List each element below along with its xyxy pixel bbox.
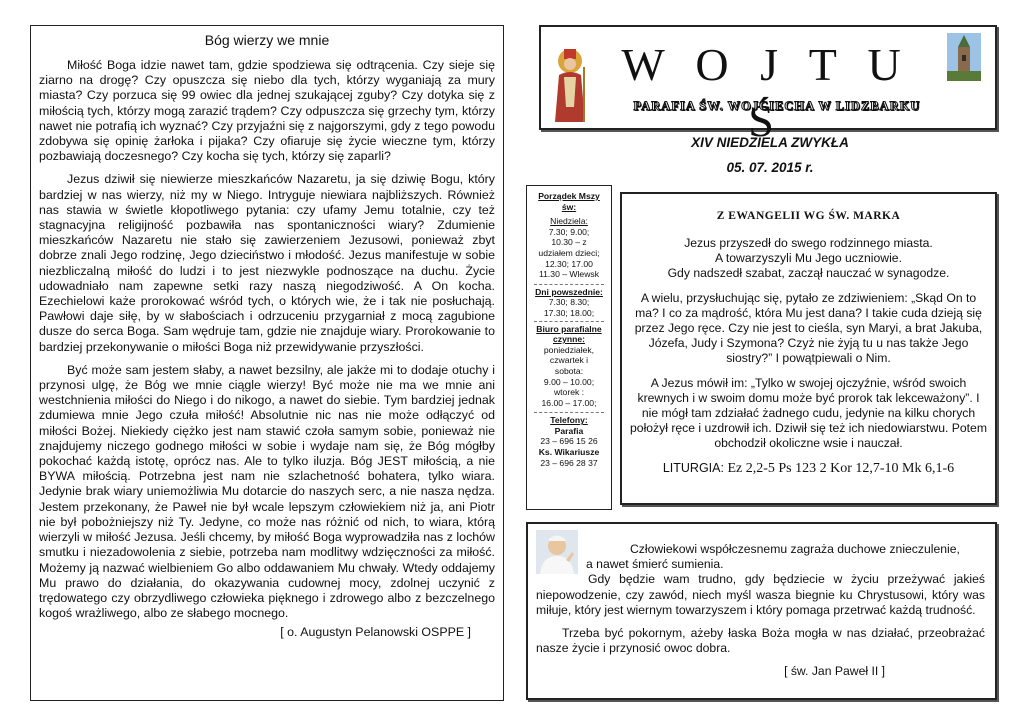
pope-portrait-icon	[536, 530, 578, 574]
liturgy-label: LITURGIA:	[662, 460, 724, 475]
issue-date: 05. 07. 2015 r.	[726, 160, 814, 175]
article-paragraph-2: Jezus dziwił się niewierze mieszkańców Nazaretu, ja się dziwię Bogu, który bardziej w nas wierzy, niż my w Niego. Intryguje niewiara najbliższych. Również nas stawia w świetle kłopotliwego pytania: czy ufamy Jemu totalnie, czy też stagnacyjna religijność pozbawiła nas spontaniczności wiary? Zdumienie mieszkańców Nazaretu nie stało się zawierzeniem Jezusowi, ponieważ zbyt dobrze znali Jego rodzinę, Jego dzieciństwo i młodość. Jezus manifestuje w sobie niezbliczalną miłość do ludzi i to jest niezwykle podnoszące na duchu. Życie udowadniało nam zapewne setki razy naszą niegodziwość. A On kocha. Ezechielowi każe prorokować wśród tych, o których wie, że i tak nie posłuchają. Pawłowi daje siłę, by w słabościach i odrzuceniu przygarniał z mocą zagubione dusze do serca Boga. Sam wędruje tam, gdzie nie znajduje wiary. Prorokowanie to bardziej przekonywanie o miłości Boga niż przewidywanie przyszłości.	[39, 172, 495, 354]
weekday-times-1: 7.30; 8.30;	[548, 297, 590, 308]
quote-line-1: Człowiekowi współczesnemu zagraża duchowe znieczulenie,	[630, 542, 960, 556]
gospel-line-1: Jezus przyszedł do swego rodzinnego miasta.	[684, 236, 933, 250]
office-label: Biuro parafialne czynne:	[536, 323, 602, 345]
office-hours-6: 16.00 – 17.00;	[541, 397, 597, 408]
mass-schedule	[526, 185, 612, 510]
gospel-line-2: A towarzyszyli Mu Jego uczniowie.	[715, 251, 902, 266]
saint-adalbert-icon	[551, 47, 589, 122]
gospel-paragraph-3: A Jezus mówił im: „Tylko w swojej ojczyźnie, wśród swoich krewnych i w swoim domu może być prorok tak lekceważony”. I nie mógł tam zdziałać żadnego cudu, jedynie na kilku chorych położył ręce i uzdrowił ich. Dziwił się też ich niedowiarstwu. Potem obchodził okoliczne wsie i nauczał.	[630, 375, 987, 451]
phone-vicar-label: Ks. Wikariusze	[538, 447, 600, 458]
mass-schedule-title: Porządek Mszy św:	[538, 191, 600, 212]
gospel-title: Z EWANGELII WG ŚW. MARKA	[716, 210, 901, 222]
phones-label: Telefony:	[550, 415, 588, 426]
sunday-times-3: udziałem dzieci;	[538, 247, 600, 258]
office-hours-1: poniedziałek,	[543, 344, 595, 355]
sunday-times-5: 11.30 – Wlewsk	[538, 269, 600, 280]
sunday-times-1: 7.30; 9.00;	[548, 226, 590, 237]
article-signature: [ o. Augustyn Pelanowski OSPPE ]	[280, 625, 471, 640]
quote-paragraph-3: Trzeba być pokornym, ażeby łaska Boża mogła w nas działać, przeobrażać nasze życie i przynosić owoc dobra.	[536, 626, 985, 656]
liturgy-readings	[630, 461, 987, 477]
office-hours-2: czwartek i	[549, 355, 589, 366]
article-paragraph-1: Miłość Boga idzie nawet tam, gdzie spodziewa się odtrącenia. Czy sieje się ziarno na drogę? Czy opuszcza się niebo dla tych, którzy wyganiają za mury miasta? Czy porzuca się 99 owiec dla jednej szukającej zguby? Czy dotyka się z miłością tych, którzy mogą zarazić trądem? Czy odpuszcza się grzechy tym, którzy nawet nie potrafią ich wyznać? Czy przyjaźni się z najgorszymi, gdy z tego powodu zdobywa się opinię żarłoka i pijaka? Czy ofiaruje się życie wieczne tym, którzy pozbawiają doczesnego? Czy kocha się tych, którzy się zaparli?	[39, 58, 495, 164]
sunday-label: Niedziela:	[550, 216, 588, 227]
divider	[534, 321, 604, 322]
church-tower-icon	[947, 33, 981, 81]
quote-line-2: a nawet śmierć sumienia.	[586, 557, 724, 572]
phone-parish-number: 23 – 696 15 26	[540, 436, 598, 447]
gospel-line-3: Gdy nadszedł szabat, zaczął nauczać w synagodze.	[667, 266, 950, 281]
john-paul-ii-quote	[526, 522, 997, 700]
office-hours-3: sobota:	[554, 365, 584, 376]
newsletter-name: W O J T U Ś	[621, 39, 911, 146]
divider	[534, 284, 604, 285]
quote-paragraph-2: Gdy będzie wam trudno, gdy będziecie w życiu przeżywać jakieś niepowodzenie, czy zawód, niech myśl wasza biegnie ku Chrystusowi, który was miłuje, który jest wiernym towarzyszem i który pomaga przetrwać każdą trudność.	[536, 572, 985, 617]
parish-name: PARAFIA ŚW. WOJCIECHA W LIDZBARKU	[633, 99, 921, 113]
sunday-times-2: 10.30 – z	[551, 237, 587, 248]
gospel-paragraph-1	[630, 236, 987, 282]
quote-signature: [ św. Jan Paweł II ]	[784, 664, 885, 679]
liturgical-sunday: XIV NIEDZIELA ZWYKŁA	[691, 135, 849, 150]
article-god-believes-in-me	[30, 25, 504, 701]
quote-paragraph-1	[536, 542, 985, 572]
weekday-times-2: 17.30; 18.00;	[543, 307, 595, 318]
gospel-reading	[620, 192, 997, 505]
weekday-label: Dni powszednie:	[535, 286, 603, 297]
phone-vicar-number: 23 – 696 28 37	[540, 457, 598, 468]
office-hours-5: wtorek :	[553, 387, 585, 398]
article-title: Bóg wierzy we mnie	[204, 32, 330, 48]
office-hours-4: 9.00 – 10.00;	[543, 376, 595, 387]
phone-parish-label: Parafia	[554, 425, 584, 436]
article-paragraph-3: Być może sam jestem słaby, a nawet bezsilny, ale jakże mi to dodaje otuchy i przynosi ulgę, że Bóg we mnie ciągle wierzy! Być może nie ma we mnie ani westchnienia miłości do Niego i do nikogo, a nawet do siebie. Tym bardziej jednak zdumiewa mnie Jego czuła miłość! Absolutnie nic nas nie może odłączyć od miłości Bożej. Niekiedy ciężko jest nam stawić czoła samym sobie, ponieważ nie znajdujemy niczego godnego miłości w sobie i wydaje nam się, że Bóg mógłby pokochać każdą istotę, oprócz nas. Ale to tylko iluzja. Bóg JEST miłością, a nie BYWA miłością. Potrzebna jest nam nie szlachetność bohatera, tylko wiara. Jedynie brak wiary uniemożliwia Mu dotarcie do naszych serc, a nie nasza nędza. Jestem przekonany, że Paweł nie był wcale lepszym człowiekiem niż ja, ani Piotr nie był pobożniejszy niż Ty. Jedyne, co może nas różnić od nich, to wiara, którą wierzyli w miłość Jezusa. Jeśli chcemy, by miłość Boga wyprowadziła nas z lochów smutku i niezadowolenia z siebie, potrzeba nam modlitwy wdzięczności za miłość. Możemy ją nazwać wielbieniem Go albo oddawaniem Mu chwały. Wtedy oddajemy Mu prawo do działania, do okazywania cudownej mocy, zdolnej uczynić z trędowatego czy obrzydliwego człowieka pięknego i zdrowego albo z bezczelnego kogoś wrażliwego, albo ze słabego mocnego.	[39, 362, 495, 621]
gospel-paragraph-2: A wielu, przysłuchując się, pytało ze zdziwieniem: „Skąd On to ma? I co za mądrość, która Mu jest dana? I takie cuda dzieją się przez Jego ręce. Czy nie jest to cieśla, syn Maryi, a brat Jakuba, Józefa, Judy i Szymona? Czyż nie żyją tu u nas także Jego siostry?” I powątpiewali o Nim.	[634, 290, 983, 366]
divider	[534, 412, 604, 413]
liturgy-references: Ez 2,2-5 Ps 123 2 Kor 12,7-10 Mk 6,1-6	[727, 460, 955, 476]
sunday-times-4: 12.30; 17.00	[545, 258, 593, 269]
